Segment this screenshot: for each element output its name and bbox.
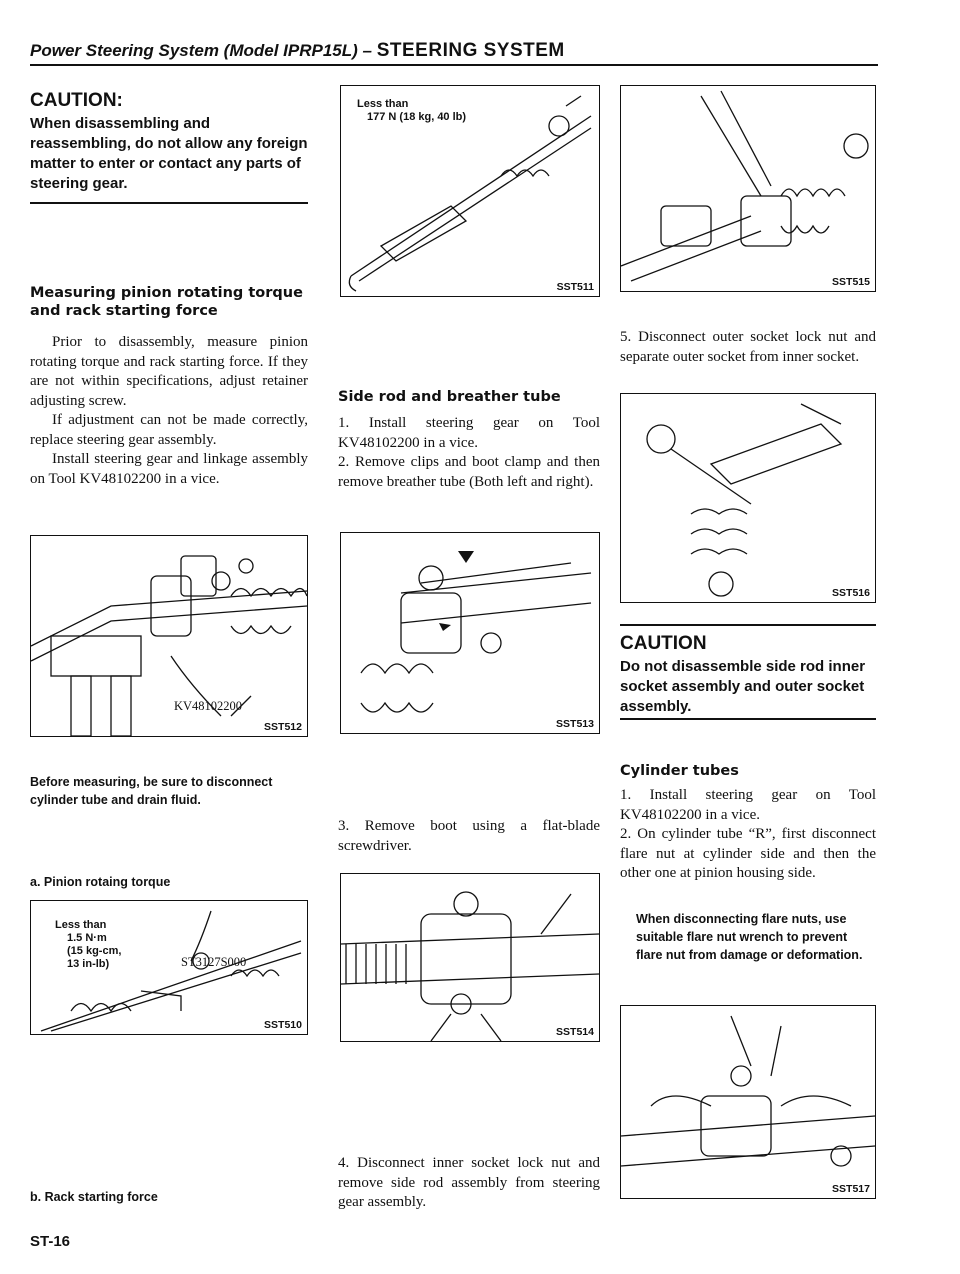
figure-sst515: [620, 85, 876, 292]
caution-text: When disassembling and reassembling, do not allow any foreign matter to enter or contact any parts of steering gear.: [30, 115, 308, 192]
figure-code: SST516: [832, 587, 870, 599]
step: 2. Remove clips and boot clamp and then remove breather tube (Both left and right).: [338, 454, 600, 490]
figure-sst514: [340, 873, 600, 1042]
paragraph: Prior to disassembly, measure pinion rotating torque and rack starting force. If they are not within specifications, adjust retainer adjusting screw.: [30, 334, 308, 409]
tool-label: KV48102200: [174, 699, 243, 713]
figure-code: SST517: [832, 1183, 870, 1195]
value-inlb: 13 in-lb): [67, 958, 110, 970]
figure-sst517: [620, 1005, 876, 1199]
value-force: 177 N (18 kg, 40 lb): [367, 111, 467, 123]
header-title: STEERING SYSTEM: [376, 40, 565, 61]
figure-sst513: [340, 532, 600, 734]
step3-text: 3. Remove boot using a flat-blade screwdriver.: [338, 818, 600, 854]
steps-text: [620, 786, 876, 884]
measuring-note: Before measuring, be sure to disconnect cylinder tube and drain fluid.: [30, 775, 273, 807]
figure-code: SST513: [556, 718, 594, 730]
figure-code: SST511: [556, 281, 594, 293]
figure-sst512: [30, 535, 308, 737]
caution-rule: [30, 202, 308, 204]
step4-text: 4. Disconnect inner socket lock nut and remove side rod assembly from steering gear assembly.: [338, 1155, 600, 1210]
page-number: ST-16: [30, 1233, 71, 1250]
figure-code: SST510: [264, 1019, 302, 1031]
steering-gear-vice-illustration: [31, 536, 307, 736]
caution-bottom-rule: [620, 718, 876, 720]
figure-sst516: [620, 393, 876, 603]
paragraph: Install steering gear and linkage assembly on Tool KV48102200 in a vice.: [30, 451, 308, 487]
boot-removal-illustration: [341, 874, 599, 1041]
tool-label: ST3127S000: [181, 955, 247, 969]
value-less-than: Less than: [357, 98, 409, 110]
step: 2. On cylinder tube “R”, first disconnect flare nut at cylinder side and then the other one at pinion housing side.: [620, 826, 876, 881]
caution-title: CAUTION:: [30, 90, 123, 111]
step: 1. Install steering gear on Tool KV48102200 in a vice.: [620, 787, 876, 823]
caution-text: Do not disassemble side rod inner socket assembly and outer socket assembly.: [620, 658, 866, 715]
intro-text: [30, 333, 308, 489]
breather-tube-illustration: [341, 533, 599, 733]
figure-code: SST515: [832, 276, 870, 288]
section-heading: Measuring pinion rotating torque and rack starting force: [30, 285, 303, 319]
subheading-a: a. Pinion rotaing torque: [30, 875, 171, 889]
figure-code: SST514: [556, 1026, 594, 1038]
header-rule: [30, 64, 878, 66]
step5-text: 5. Disconnect outer socket lock nut and separate outer socket from inner socket.: [620, 329, 876, 365]
value-kgcm: (15 kg-cm,: [67, 945, 122, 957]
page-header: [30, 40, 565, 62]
section-heading: Side rod and breather tube: [338, 389, 561, 405]
figure-sst511: [340, 85, 600, 297]
flare-nut-note: When disconnecting flare nuts, use suitable flare nut wrench to prevent flare nut from damage or deformation.: [636, 912, 863, 962]
inner-socket-illustration: [621, 394, 875, 602]
figure-sst510: [30, 900, 308, 1035]
subheading-b: b. Rack starting force: [30, 1190, 158, 1204]
section-heading: Cylinder tubes: [620, 763, 739, 779]
value-less-than: Less than: [55, 919, 107, 931]
caution-top-rule: [620, 624, 876, 626]
value-nm: 1.5 N·m: [67, 932, 107, 944]
cylinder-tube-illustration: [621, 1006, 875, 1198]
header-section: Power Steering System (Model IPRP15L) –: [30, 41, 372, 60]
steps-text: [338, 414, 600, 492]
outer-socket-illustration: [621, 86, 875, 291]
figure-code: SST512: [264, 721, 302, 733]
step: 1. Install steering gear on Tool KV48102200 in a vice.: [338, 415, 600, 451]
paragraph: If adjustment can not be made correctly, replace steering gear assembly.: [30, 412, 308, 448]
caution-title: CAUTION: [620, 633, 707, 654]
